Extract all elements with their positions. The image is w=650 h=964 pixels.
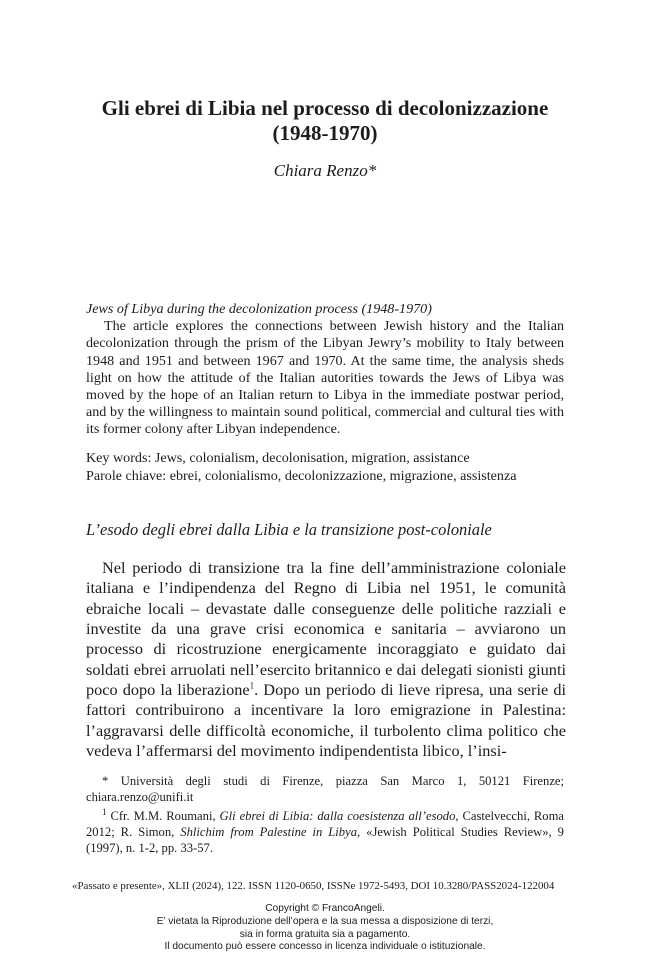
copyright-line-4: Il documento può essere concesso in licenza individuale o istituzionale. [164, 941, 486, 953]
article-title-line-2: (1948-1970) [272, 121, 378, 145]
footnote-1-article-title: Shlichim from Palestine in Libya [180, 824, 357, 839]
abstract-text: The article explores the connections between Jewish history and the Italian decolonization through the prism of the Libyan Jewry’s mobility to Italy between 1948 and 1951 and between 1967 and 1970. At the same time, the analysis sheds light on how the attitude of the Italian autorities towards the Jews of Libya was moved by the hope of an Italian return to Libya in the immediate postwar period, and by the willingness to maintain sound political, commercial and cultural ties with its former colony after Libyan independence. [86, 318, 564, 438]
journal-citation: «Passato e presente», XLII (2024), 122. ISSN 1120-0650, ISSNe 1972-5493, DOI 10.3280/PASS2024-122004 [72, 880, 555, 892]
keywords-block [86, 450, 564, 485]
footnote-1-text-a: Cfr. M.M. Roumani, [110, 808, 220, 823]
article-title [60, 96, 590, 146]
body-paragraph-part-2: . Dopo un periodo di lieve ripresa, una serie di fattori contribuirono a incentivare la loro emigrazione in Palestina: l’aggravarsi delle difficoltà economiche, il turbolento clima politico che vedeva l’affermarsi del movimento indipendentista libico, l’insi- [86, 680, 566, 761]
copyright-line-2: E’ vietata la Riproduzione dell’opera e la sua messa a disposizione di terzi, [156, 915, 494, 927]
copyright-notice [0, 903, 650, 954]
copyright-line-1: Copyright © FrancoAngeli. [265, 903, 385, 914]
body-paragraph [86, 558, 566, 761]
footnote-author-affiliation: * Università degli studi di Firenze, piazza San Marco 1, 50121 Firenze; chiara.renzo@unifi.it [86, 774, 564, 805]
section-heading: L’esodo degli ebrei dalla Libia e la transizione post-coloniale [86, 520, 492, 539]
footnote-1-marker: 1 [102, 806, 107, 817]
article-author: Chiara Renzo* [273, 161, 377, 180]
footnotes [86, 773, 564, 858]
keywords-english: Key words: Jews, colonialism, decolonisation, migration, assistance [86, 450, 470, 466]
keywords-italian: Parole chiave: ebrei, colonialismo, decolonizzazione, migrazione, assistenza [86, 467, 517, 484]
footnote-1-book-title: Gli ebrei di Libia: dalla coesistenza all’esodo [219, 808, 456, 823]
article-title-line-1: Gli ebrei di Libia nel processo di decolonizzazione [101, 96, 549, 120]
footnote-1-text-c: , Castelvecchi, Roma 2012; R. Simon, [86, 808, 564, 839]
copyright-line-3: sia in forma gratuita sia a pagamento. [239, 928, 411, 940]
abstract-title: Jews of Libya during the decolonization process (1948-1970) [86, 301, 432, 317]
footnote-1 [86, 808, 564, 857]
body-paragraph-part-1: Nel periodo di transizione tra la fine dell’amministrazione coloniale italiana e l’indipendenza del Regno di Libia nel 1951, le comunità ebraiche locali – devastate dalle conseguenze delle politiche razziali e investite da una grave crisi economica e sanitaria – avviarono un processo di ricostruzione energicamente incoraggiato e guidato dai soldati ebrei arruolati nell’esercito britannico e dai delegati sionisti giunti poco dopo la liberazione [86, 558, 566, 700]
abstract [86, 301, 564, 439]
footnote-reference-1[interactable]: 1 [249, 680, 255, 691]
footnote-1-text-e: , «Jewish Political Studies Review», 9 (1997), n. 1-2, pp. 33-57. [86, 824, 564, 856]
